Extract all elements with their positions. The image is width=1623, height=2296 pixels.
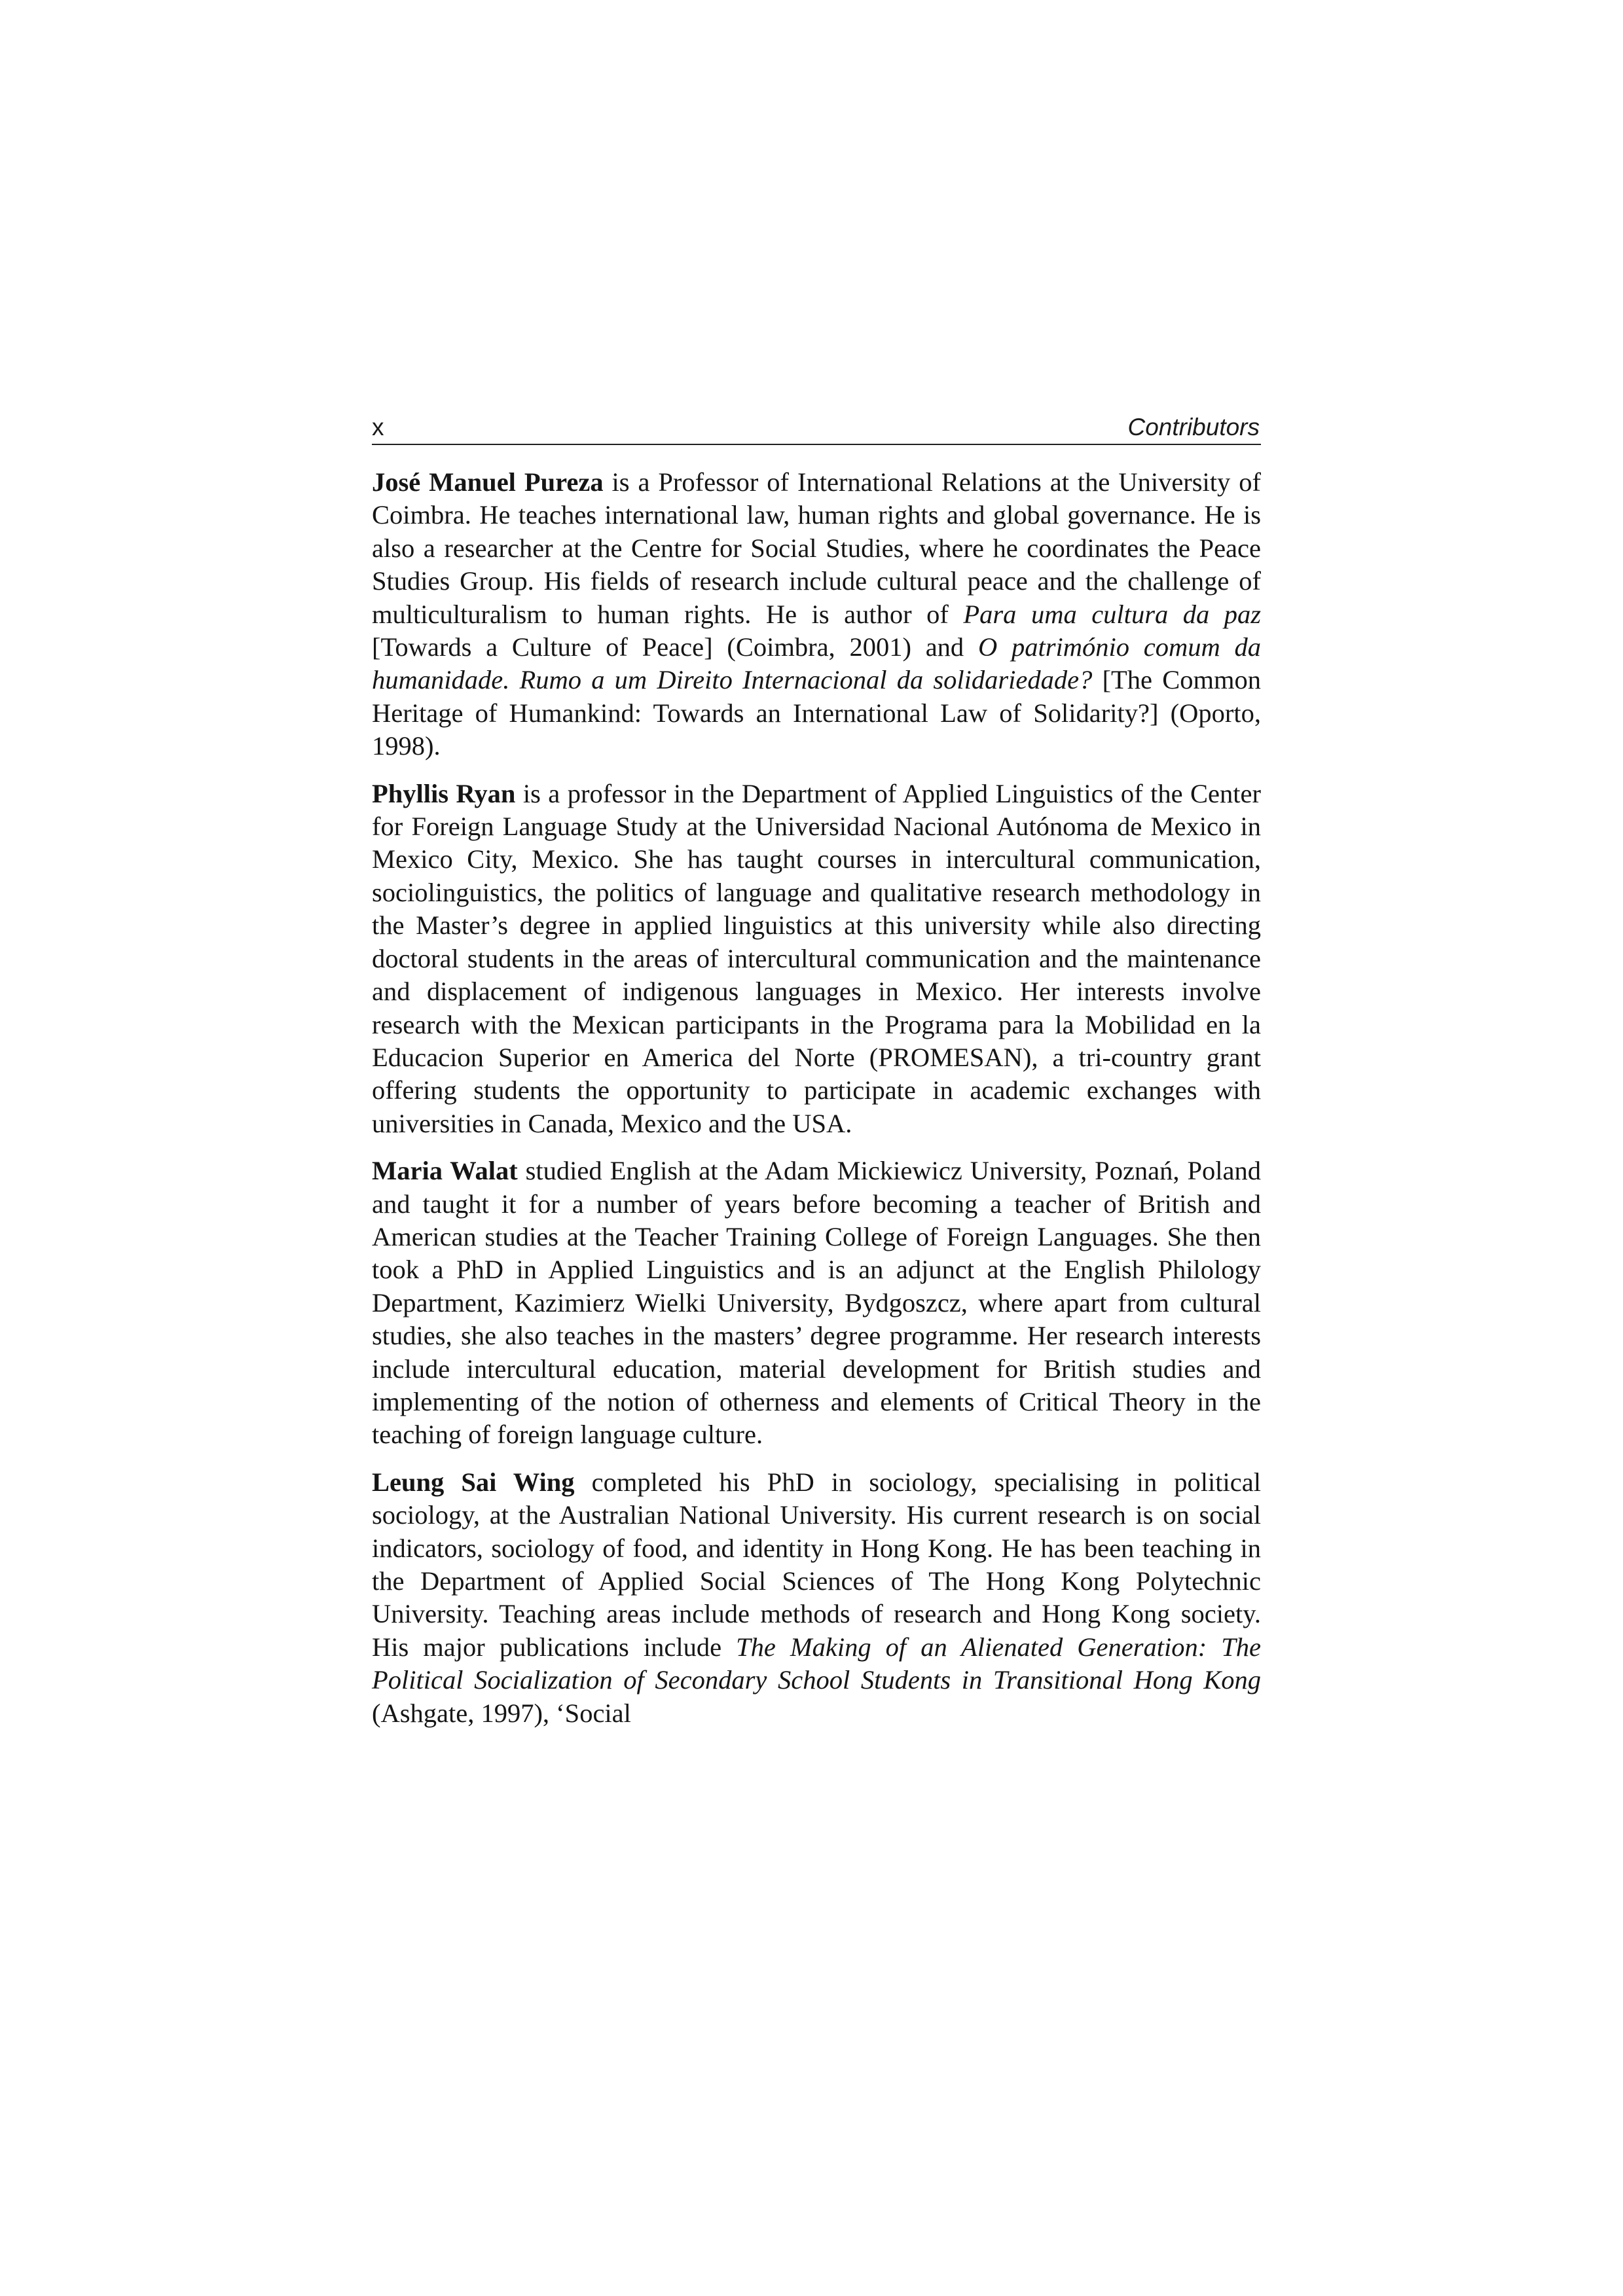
running-head <box>372 406 1261 445</box>
section-title: Contributors <box>1127 414 1260 440</box>
bio-text: [Towards a Culture of Peace] (Coimbra, 2001) and <box>372 632 978 662</box>
page-number: x <box>372 414 384 440</box>
contributor-bio <box>372 778 1261 1140</box>
bio-text: is a Professor of International Relations at the University of Coimbra. He teaches international law, human rights and global governance. He is also a researcher at the Centre for Social Studies, where he coordinates the Peace Studies Group. His fields of research include cultural peace and the challenge of multiculturalism to human rights. He is author of <box>372 467 1261 629</box>
contributor-name: Leung Sai Wing <box>372 1467 575 1497</box>
contributors-list <box>372 466 1261 1744</box>
contributor-name: Maria Walat <box>372 1156 518 1186</box>
bio-text: studied English at the Adam Mickiewicz University, Poznań, Poland and taught it for a number of years before becoming a teacher of British and American studies at the Teacher Training College of Foreign Languages. She then took a PhD in Applied Linguistics and is an adjunct at the English Philology Department, Kazimierz Wielki University, Bydgoszcz, where apart from cultural studies, she also teaches in the masters’ degree programme. Her research interests include intercultural education, material development for British studies and implementing of the notion of otherness and elements of Critical Theory in the teaching of foreign language culture. <box>372 1156 1261 1450</box>
header-rule <box>372 444 1261 445</box>
bio-text: (Ashgate, 1997), ‘Social <box>372 1698 631 1728</box>
bio-text: completed his PhD in sociology, specialising in political sociology, at the Australian National University. His current research is on social indicators, sociology of food, and identity in Hong Kong. He has been teaching in the Department of Applied Social Sciences of The Hong Kong Polytechnic University. Teaching areas include methods of research and Hong Kong society. His major publications include <box>372 1467 1261 1662</box>
book-title: Para uma cultura da paz <box>963 599 1261 629</box>
contributor-bio <box>372 466 1261 763</box>
bio-text: [The Common Heritage of Humankind: Towards an International Law of Solidarity?] (Oporto, 1998). <box>372 665 1261 761</box>
book-title: The Making of an Alienated Generation: The Political Socialization of Secondary School Students in Transitional Hong Kong <box>372 1632 1261 1695</box>
contributor-name: Phyllis Ryan <box>372 778 516 808</box>
contributor-name: José Manuel Pureza <box>372 467 604 497</box>
contributor-bio <box>372 1466 1261 1730</box>
bio-text: is a professor in the Department of Applied Linguistics of the Center for Foreign Language Study at the Universidad Nacional Autónoma de Mexico in Mexico City, Mexico. She has taught courses in intercultural communication, sociolinguistics, the politics of language and qualitative research methodology in the Master’s degree in applied linguistics at this university while also directing doctoral students in the areas of intercultural communication and the maintenance and displacement of indigenous languages in Mexico. Her interests involve research with the Mexican participants in the Programa para la Mobilidad en la Educacion Superior en America del Norte (PROMESAN), a tri-country grant offering students the opportunity to participate in academic exchanges with universities in Canada, Mexico and the USA. <box>372 778 1261 1138</box>
book-title: O património comum da humanidade. Rumo a um Direito Internacional da solidariedade? <box>372 632 1261 695</box>
contributor-bio <box>372 1155 1261 1452</box>
